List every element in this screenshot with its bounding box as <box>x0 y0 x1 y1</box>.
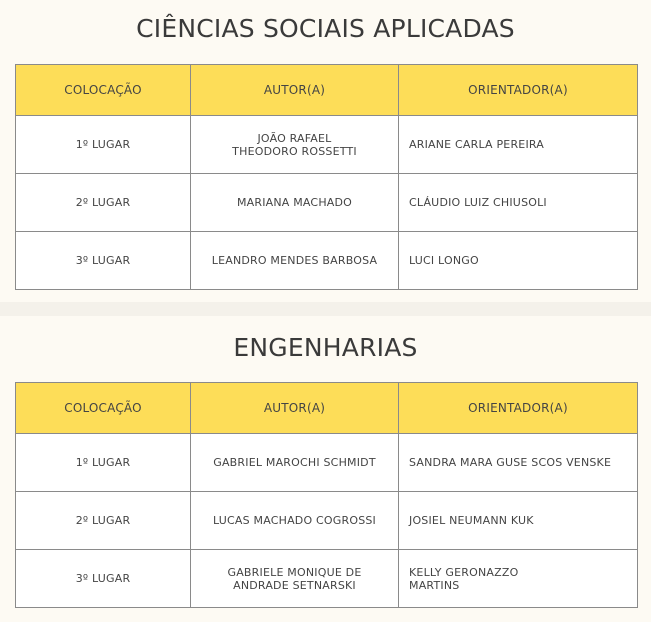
table-row <box>16 174 638 232</box>
column-header-advisor: ORIENTADOR(A) <box>399 383 638 434</box>
column-header-place: COLOCAÇÃO <box>16 383 191 434</box>
table-header-row <box>16 383 638 434</box>
table-row <box>16 232 638 290</box>
cell-advisor: CLÁUDIO LUIZ CHIUSOLI <box>399 174 638 232</box>
cell-author: GABRIELE MONIQUE DE ANDRADE SETNARSKI <box>191 550 399 608</box>
cell-advisor: JOSIEL NEUMANN KUK <box>399 492 638 550</box>
table-row <box>16 116 638 174</box>
column-header-author: AUTOR(A) <box>191 383 399 434</box>
cell-advisor: KELLY GERONAZZO MARTINS <box>399 550 638 608</box>
cell-advisor: SANDRA MARA GUSE SCOS VENSKE <box>399 434 638 492</box>
results-table <box>15 64 638 290</box>
table-header-row <box>16 65 638 116</box>
cell-advisor: ARIANE CARLA PEREIRA <box>399 116 638 174</box>
section-ciencias-sociais-aplicadas <box>0 0 651 302</box>
cell-place: 2º LUGAR <box>16 174 191 232</box>
results-table <box>15 382 638 608</box>
cell-place: 1º LUGAR <box>16 434 191 492</box>
table-row <box>16 434 638 492</box>
cell-place: 1º LUGAR <box>16 116 191 174</box>
column-header-author: AUTOR(A) <box>191 65 399 116</box>
cell-author: MARIANA MACHADO <box>191 174 399 232</box>
column-header-place: COLOCAÇÃO <box>16 65 191 116</box>
table-row <box>16 492 638 550</box>
cell-place: 3º LUGAR <box>16 232 191 290</box>
cell-author: JOÃO RAFAEL THEODORO ROSSETTI <box>191 116 399 174</box>
cell-author: LUCAS MACHADO COGROSSI <box>191 492 399 550</box>
section-title: ENGENHARIAS <box>233 333 418 362</box>
cell-place: 2º LUGAR <box>16 492 191 550</box>
section-divider <box>0 302 651 316</box>
section-title: CIÊNCIAS SOCIAIS APLICADAS <box>136 14 515 43</box>
cell-author: LEANDRO MENDES BARBOSA <box>191 232 399 290</box>
section-engenharias <box>0 316 651 622</box>
cell-advisor: LUCI LONGO <box>399 232 638 290</box>
table-row <box>16 550 638 608</box>
column-header-advisor: ORIENTADOR(A) <box>399 65 638 116</box>
cell-author: GABRIEL MAROCHI SCHMIDT <box>191 434 399 492</box>
cell-place: 3º LUGAR <box>16 550 191 608</box>
